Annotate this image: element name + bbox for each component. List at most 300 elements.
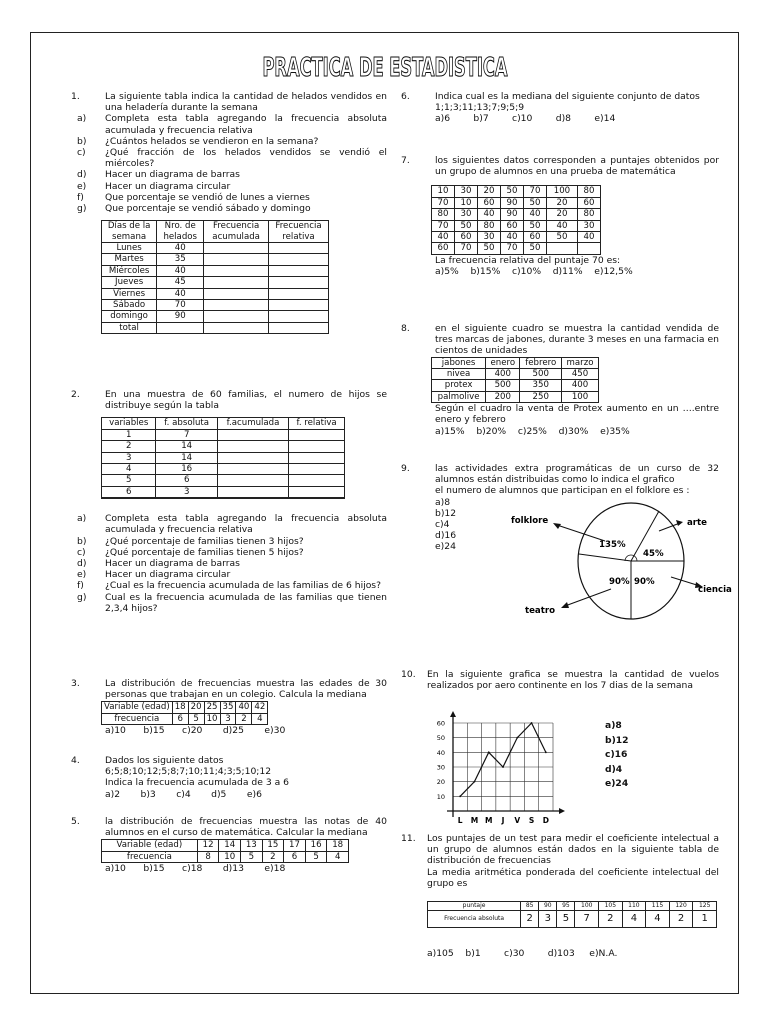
table-cell: 70 bbox=[524, 186, 547, 197]
table-cell bbox=[547, 243, 578, 254]
question-number: 9. bbox=[401, 463, 410, 474]
table-cell: 400 bbox=[486, 369, 520, 380]
data-point bbox=[459, 795, 461, 797]
table-cell: 14 bbox=[219, 840, 241, 851]
table-cell: 18 bbox=[327, 840, 349, 851]
table-cell: 500 bbox=[520, 369, 562, 380]
data-point bbox=[502, 766, 504, 768]
table-cell: 500 bbox=[486, 380, 520, 391]
column-header: variables bbox=[102, 418, 156, 429]
table-cell: domingo bbox=[102, 311, 157, 322]
table-cell: 5 bbox=[557, 911, 575, 928]
question-options: a)15% b)20% c)25% d)30% e)35% bbox=[435, 425, 630, 437]
sub-item bbox=[77, 203, 387, 215]
table-cell: 50 bbox=[524, 243, 547, 254]
puntajes-grid bbox=[431, 185, 601, 254]
table-row bbox=[432, 369, 599, 380]
sub-item bbox=[77, 513, 387, 536]
question-number: 11. bbox=[401, 833, 416, 844]
edades-table bbox=[101, 701, 268, 725]
table-cell: 6 bbox=[102, 486, 156, 497]
question-text-2: Indica la frecuencia acumulada de 3 a 6 bbox=[105, 777, 289, 789]
row-header: Frecuencia absoluta bbox=[428, 911, 521, 928]
question-number: 2. bbox=[71, 389, 80, 400]
sub-item-letter: d) bbox=[77, 169, 87, 181]
table-cell: 2 bbox=[102, 441, 156, 452]
pie-value-ciencia: 90% bbox=[634, 577, 655, 587]
sub-item bbox=[77, 569, 387, 581]
sub-item bbox=[77, 191, 387, 203]
table-cell bbox=[289, 464, 345, 475]
sub-item-text: Que porcentaje se vendió sábado y domingo bbox=[105, 203, 311, 215]
question-6 bbox=[401, 91, 719, 125]
question-1 bbox=[71, 91, 387, 334]
y-tick-label: 50 bbox=[436, 734, 445, 743]
table-cell bbox=[217, 498, 288, 499]
table-cell: 7 bbox=[575, 911, 599, 928]
table-cell bbox=[217, 452, 288, 463]
option: b)12 bbox=[605, 734, 629, 746]
sub-item-text: Cual es la frecuencia acumulada de las familias que tienen 2,3,4 hijos? bbox=[105, 591, 387, 614]
sub-item-text: ¿Qué porcentaje de familias tienen 5 hijos? bbox=[105, 546, 304, 558]
question-number: 10. bbox=[401, 669, 416, 680]
table-cell bbox=[204, 288, 269, 299]
table-cell: 80 bbox=[577, 209, 600, 220]
sub-item-text: Que porcentaje se vendió de lunes a viernes bbox=[105, 191, 310, 203]
table-cell: 50 bbox=[455, 220, 478, 231]
table-cell: 90 bbox=[501, 197, 524, 208]
table-cell: 40 bbox=[577, 232, 600, 243]
table-cell: 7 bbox=[156, 429, 217, 440]
question-11 bbox=[401, 833, 719, 960]
pie-value-teatro: 90% bbox=[609, 577, 630, 587]
column-header: Nro. de helados bbox=[157, 221, 204, 243]
question-text: En una muestra de 60 familias, el numero de hijos se distribuye según la tabla bbox=[105, 389, 387, 412]
x-tick-label: S bbox=[528, 816, 535, 825]
table-row bbox=[432, 197, 601, 208]
table-cell: 14 bbox=[156, 441, 217, 452]
table-row bbox=[432, 391, 599, 402]
table-cell: 5 bbox=[305, 851, 327, 862]
column-header: jabones bbox=[432, 357, 486, 368]
column-header: f. absoluta bbox=[156, 418, 217, 429]
table-cell: 16 bbox=[156, 464, 217, 475]
question-options: a)105 b)1 c)30 d)103 e)N.A. bbox=[427, 948, 618, 960]
question-text: En la siguiente grafica se muestra la cantidad de vuelos realizados por aero continente en los 7 dias de la semana bbox=[427, 669, 719, 692]
question-text-2: el numero de alumnos que participan en el folklore es : bbox=[435, 485, 690, 497]
table-cell bbox=[204, 277, 269, 288]
x-tick-label: V bbox=[514, 816, 521, 825]
table-cell: Sábado bbox=[102, 300, 157, 311]
question-text: Los puntajes de un test para medir el coeficiente intelectual a un grupo de alumnos están dados en la siguiente tabla de distribución de frecuencias bbox=[427, 833, 719, 867]
table-row bbox=[102, 486, 345, 497]
question-options: a)6 b)7 c)10 d)8 e)14 bbox=[435, 113, 616, 125]
table-cell: 15 bbox=[262, 840, 284, 851]
table-cell: 8 bbox=[197, 851, 219, 862]
table-cell: 17 bbox=[284, 840, 306, 851]
table-cell bbox=[269, 311, 329, 322]
question-text-2: Según el cuadro la venta de Protex aumento en un ….entre enero y febrero bbox=[435, 403, 719, 426]
sub-item-text: ¿Cual es la frecuencia acumulada de las familias de 6 hijos? bbox=[105, 580, 381, 592]
sub-item-text: Hacer un diagrama circular bbox=[105, 569, 231, 581]
table-cell: 110 bbox=[622, 902, 646, 911]
table-cell: 3 bbox=[156, 486, 217, 497]
data-point bbox=[531, 722, 533, 724]
column-header: marzo bbox=[562, 357, 599, 368]
table-cell: 1 bbox=[693, 911, 717, 928]
page-title bbox=[31, 51, 738, 85]
table-cell: 40 bbox=[524, 209, 547, 220]
table-cell: 35 bbox=[220, 702, 236, 713]
sub-item bbox=[77, 147, 387, 170]
pie-value-arte: 45% bbox=[643, 549, 664, 559]
sub-item-text: Hacer un diagrama de barras bbox=[105, 558, 240, 570]
sub-item-letter: a) bbox=[77, 513, 87, 525]
table-cell: 30 bbox=[577, 220, 600, 231]
table-cell: 50 bbox=[501, 186, 524, 197]
row-header: frecuencia bbox=[102, 713, 173, 724]
question-options: a)5% b)15% c)10% d)11% e)12,5% bbox=[435, 266, 633, 278]
table-cell: 80 bbox=[432, 209, 455, 220]
table-cell bbox=[269, 254, 329, 265]
row-header: frecuencia bbox=[102, 851, 198, 862]
sub-item-letter: g) bbox=[77, 203, 87, 215]
x-tick-label: D bbox=[542, 816, 549, 825]
sub-item-text: Completa esta tabla agregando la frecuencia absoluta acumulada y frecuencia relativa bbox=[105, 113, 387, 136]
notas-table bbox=[101, 839, 349, 863]
x-tick-label: M bbox=[484, 816, 493, 825]
table-cell bbox=[204, 322, 269, 333]
sub-item bbox=[77, 113, 387, 136]
row-header: Variable (edad) bbox=[102, 702, 173, 713]
table-cell: 5 bbox=[241, 851, 263, 862]
table-cell bbox=[269, 300, 329, 311]
y-tick-label: 60 bbox=[436, 719, 445, 728]
sub-item bbox=[77, 558, 387, 570]
data-point bbox=[516, 737, 518, 739]
table-cell: 2 bbox=[262, 851, 284, 862]
question-text: La distribución de frecuencias muestra las edades de 30 personas que trabajan en un colegio. Calcula la mediana bbox=[105, 678, 387, 701]
question-text: Indica cual es la mediana del siguiente conjunto de datos bbox=[435, 91, 700, 102]
table-row bbox=[102, 277, 329, 288]
jabones-table bbox=[431, 357, 599, 404]
table-cell bbox=[204, 254, 269, 265]
option: a)8 bbox=[605, 720, 622, 731]
table-cell: 100 bbox=[562, 391, 599, 402]
table-cell: Viernes bbox=[102, 288, 157, 299]
sub-item bbox=[77, 135, 387, 147]
table-cell: 40 bbox=[501, 232, 524, 243]
table-cell bbox=[204, 243, 269, 254]
question-number: 7. bbox=[401, 155, 410, 166]
question-number: 3. bbox=[71, 678, 80, 689]
table-cell: Lunes bbox=[102, 243, 157, 254]
x-tick-label: L bbox=[457, 816, 463, 825]
table-cell bbox=[577, 243, 600, 254]
y-tick-label: 20 bbox=[436, 778, 445, 787]
table-cell: 13 bbox=[241, 840, 263, 851]
question-options: a)2 b)3 c)4 d)5 e)6 bbox=[105, 788, 262, 800]
table-row bbox=[102, 441, 345, 452]
table-cell bbox=[204, 300, 269, 311]
data-point bbox=[488, 751, 490, 753]
table-cell: 50 bbox=[547, 232, 578, 243]
y-tick-label: 30 bbox=[436, 763, 445, 772]
table-cell bbox=[217, 475, 288, 486]
sub-item-text: Completa esta tabla agregando la frecuencia absoluta acumulada y frecuencia relativa bbox=[105, 513, 387, 536]
sub-item bbox=[77, 169, 387, 181]
table-row bbox=[432, 209, 601, 220]
table-cell: 80 bbox=[577, 186, 600, 197]
sub-item-letter: b) bbox=[77, 135, 87, 147]
table-cell bbox=[269, 322, 329, 333]
table-cell bbox=[269, 288, 329, 299]
table-cell: 50 bbox=[524, 197, 547, 208]
question-text-2: La media aritmética ponderada del coeficiente intelectual del grupo es bbox=[427, 866, 719, 889]
table-cell bbox=[156, 498, 217, 499]
table-row bbox=[432, 232, 601, 243]
table-cell: 90 bbox=[157, 311, 204, 322]
question-text: los siguientes datos corresponden a puntajes obtenidos por un grupo de alumnos en una prueba de matemática bbox=[435, 155, 719, 178]
table-cell bbox=[269, 277, 329, 288]
table-row bbox=[432, 186, 601, 197]
table-cell: 6 bbox=[156, 475, 217, 486]
table-cell: 42 bbox=[252, 702, 268, 713]
option: d)16 bbox=[435, 530, 457, 542]
table-cell: total bbox=[102, 322, 157, 333]
helados-table bbox=[101, 220, 329, 334]
sub-item-letter: d) bbox=[77, 558, 87, 570]
table-cell: 20 bbox=[547, 197, 578, 208]
sub-item-text: ¿Qué fracción de los helados vendidos se vendió el miércoles? bbox=[105, 147, 387, 170]
table-cell bbox=[289, 498, 345, 499]
table-cell: 40 bbox=[236, 702, 252, 713]
option: c)16 bbox=[605, 749, 628, 761]
activities-pie-chart bbox=[495, 493, 732, 618]
table-cell: 50 bbox=[478, 243, 501, 254]
question-number: 4. bbox=[71, 755, 80, 766]
option: c)4 bbox=[435, 519, 450, 531]
sub-item-text: ¿Cuántos helados se vendieron en la semana? bbox=[105, 135, 319, 147]
sub-item-text: Hacer un diagrama de barras bbox=[105, 169, 240, 181]
table-cell: 35 bbox=[157, 254, 204, 265]
table-cell: 4 bbox=[252, 713, 268, 724]
table-cell: 60 bbox=[478, 197, 501, 208]
y-tick-label: 40 bbox=[436, 748, 445, 757]
table-row bbox=[102, 243, 329, 254]
option: e)24 bbox=[435, 541, 456, 553]
table-cell: 5 bbox=[102, 475, 156, 486]
table-cell: 40 bbox=[157, 265, 204, 276]
table-row bbox=[102, 429, 345, 440]
table-row bbox=[102, 452, 345, 463]
table-cell: 10 bbox=[455, 197, 478, 208]
table-cell: 400 bbox=[562, 380, 599, 391]
table-cell bbox=[102, 498, 156, 499]
question-number: 5. bbox=[71, 816, 80, 827]
table-cell: 16 bbox=[305, 840, 327, 851]
table-cell: 4 bbox=[646, 911, 670, 928]
table-cell: 85 bbox=[521, 902, 539, 911]
sub-item-text: Hacer un diagrama circular bbox=[105, 180, 231, 192]
option: b)12 bbox=[435, 507, 457, 519]
table-cell: 20 bbox=[547, 209, 578, 220]
table-cell: 6 bbox=[284, 851, 306, 862]
table-cell: Jueves bbox=[102, 277, 157, 288]
worksheet-page bbox=[30, 32, 739, 994]
column-header: f.acumulada bbox=[217, 418, 288, 429]
table-cell: 40 bbox=[157, 288, 204, 299]
table-cell: 40 bbox=[547, 220, 578, 231]
table-cell: protex bbox=[432, 380, 486, 391]
table-cell: 30 bbox=[455, 186, 478, 197]
column-header: febrero bbox=[520, 357, 562, 368]
x-axis-arrow bbox=[559, 808, 565, 814]
table-cell: 40 bbox=[157, 243, 204, 254]
table-cell: 12 bbox=[197, 840, 219, 851]
table-cell: 60 bbox=[455, 232, 478, 243]
table-cell: 70 bbox=[432, 197, 455, 208]
sub-item-letter: c) bbox=[77, 546, 86, 558]
row-header: puntaje bbox=[428, 902, 521, 911]
table-cell: 2 bbox=[669, 911, 693, 928]
table-row bbox=[102, 498, 345, 499]
question-text: en el siguiente cuadro se muestra la cantidad vendida de tres marcas de jabones, durante 3 meses en una farmacia en cientos de unidades bbox=[435, 323, 719, 357]
table-cell: 2 bbox=[236, 713, 252, 724]
table-cell: palmolive bbox=[432, 391, 486, 402]
question-options: a)10 b)15 c)18 d)13 e)18 bbox=[105, 863, 286, 875]
table-row bbox=[432, 380, 599, 391]
table-cell: 90 bbox=[501, 209, 524, 220]
table-cell: 20 bbox=[188, 702, 204, 713]
question-text-2: La frecuencia relativa del puntaje 70 es: bbox=[435, 254, 621, 266]
table-cell: 70 bbox=[501, 243, 524, 254]
column-header: Días de la semana bbox=[102, 221, 157, 243]
table-row bbox=[102, 254, 329, 265]
table-cell: 14 bbox=[156, 452, 217, 463]
option: d)4 bbox=[605, 763, 623, 775]
table-cell: 18 bbox=[172, 702, 188, 713]
table-row bbox=[102, 288, 329, 299]
table-cell bbox=[289, 452, 345, 463]
table-cell: 60 bbox=[501, 220, 524, 231]
table-cell: 25 bbox=[204, 702, 220, 713]
table-cell: 200 bbox=[486, 391, 520, 402]
table-cell: 10 bbox=[432, 186, 455, 197]
table-row bbox=[432, 220, 601, 231]
table-cell: 10 bbox=[204, 713, 220, 724]
pie-label-folklore: folklore bbox=[511, 516, 549, 526]
sub-item bbox=[77, 180, 387, 192]
option: a)8 bbox=[435, 496, 451, 508]
sub-item-text: ¿Qué porcentaje de familias tienen 3 hijos? bbox=[105, 535, 304, 547]
table-cell: 100 bbox=[575, 902, 599, 911]
table-cell bbox=[217, 486, 288, 497]
table-cell: 5 bbox=[188, 713, 204, 724]
question-7 bbox=[401, 155, 719, 278]
table-cell: 70 bbox=[455, 243, 478, 254]
table-cell: 90 bbox=[539, 902, 557, 911]
table-cell: 80 bbox=[478, 220, 501, 231]
table-cell: 20 bbox=[478, 186, 501, 197]
sub-item bbox=[77, 580, 387, 592]
question-2 bbox=[71, 389, 387, 614]
table-cell bbox=[269, 243, 329, 254]
question-number: 8. bbox=[401, 323, 410, 334]
sub-item-letter: a) bbox=[77, 113, 87, 125]
data-list: 6;5;8;10;12;5;8;7;10;11;4;3;5;10;12 bbox=[105, 766, 272, 778]
title-text: PRACTICA DE ESTADISTICA bbox=[262, 53, 507, 83]
table-cell: Martes bbox=[102, 254, 157, 265]
table-cell: 6 bbox=[172, 713, 188, 724]
familias-table bbox=[101, 417, 345, 499]
question-text: La siguiente tabla indica la cantidad de helados vendidos en una heladería durante la semana bbox=[105, 91, 387, 114]
table-cell: 60 bbox=[524, 232, 547, 243]
table-row bbox=[102, 311, 329, 322]
table-cell bbox=[269, 265, 329, 276]
table-cell: 3 bbox=[539, 911, 557, 928]
table-cell bbox=[217, 429, 288, 440]
table-cell bbox=[204, 265, 269, 276]
column-header: Frecuencia acumulada bbox=[204, 221, 269, 243]
table-cell bbox=[289, 475, 345, 486]
question-9 bbox=[401, 463, 732, 616]
question-number: 6. bbox=[401, 91, 410, 102]
table-cell: 4 bbox=[327, 851, 349, 862]
flights-line-chart bbox=[425, 711, 565, 829]
table-row bbox=[432, 243, 601, 254]
table-cell bbox=[289, 486, 345, 497]
table-cell: 40 bbox=[432, 232, 455, 243]
column-header: f. relativa bbox=[289, 418, 345, 429]
sub-item-letter: f) bbox=[77, 580, 84, 592]
question-text: Dados los siguiente datos bbox=[105, 755, 224, 766]
table-cell: 30 bbox=[455, 209, 478, 220]
data-point bbox=[545, 751, 547, 753]
table-cell: 10 bbox=[219, 851, 241, 862]
table-cell: 60 bbox=[432, 243, 455, 254]
question-options: a)10 b)15 c)20 d)25 e)30 bbox=[105, 725, 286, 737]
sub-item-letter: c) bbox=[77, 147, 86, 159]
table-cell bbox=[217, 464, 288, 475]
question-text: las actividades extra programáticas de un curso de 32 alumnos están distribuidas como lo indica el grafico bbox=[435, 463, 719, 486]
pie-label-arte: arte bbox=[687, 518, 707, 528]
question-10 bbox=[401, 669, 719, 825]
table-cell bbox=[289, 441, 345, 452]
table-row bbox=[102, 322, 329, 333]
option: e)24 bbox=[605, 778, 629, 790]
table-cell: 60 bbox=[577, 197, 600, 208]
question-number: 1. bbox=[71, 91, 80, 102]
table-cell: Miércoles bbox=[102, 265, 157, 276]
table-cell: nivea bbox=[432, 369, 486, 380]
x-tick-label: M bbox=[470, 816, 479, 825]
data-point bbox=[474, 781, 476, 783]
question-3 bbox=[71, 678, 387, 737]
sub-item-letter: f) bbox=[77, 191, 84, 203]
y-axis-arrow bbox=[450, 711, 456, 717]
table-cell: 50 bbox=[524, 220, 547, 231]
table-cell: 40 bbox=[478, 209, 501, 220]
x-tick-label: J bbox=[501, 816, 505, 825]
table-cell: 45 bbox=[157, 277, 204, 288]
sub-item bbox=[77, 591, 387, 614]
table-cell bbox=[217, 441, 288, 452]
table-cell: 3 bbox=[102, 452, 156, 463]
pie-value-folklore: 135% bbox=[599, 540, 626, 550]
series-line bbox=[460, 723, 546, 796]
sub-item-letter: e) bbox=[77, 180, 87, 192]
